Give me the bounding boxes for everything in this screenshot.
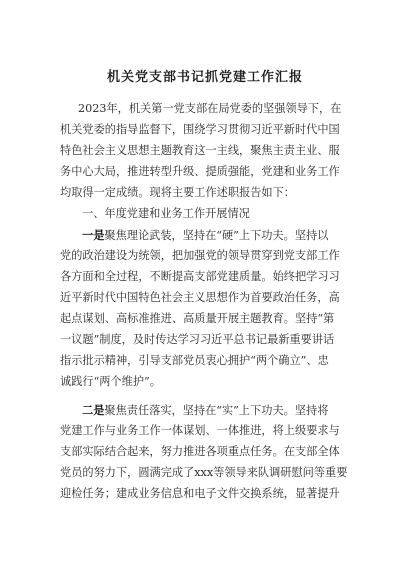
bold-lead: 一是 <box>82 228 105 242</box>
paragraph-line: 特色社会主义思想主题教育这一主线，聚焦主责主业、服 <box>60 144 340 157</box>
paragraph-line: 二是聚焦责任落实，坚持在“实”上下功夫。坚持将 <box>82 403 329 417</box>
paragraph-line: 支部实际结合起来，努力推进各项重点任务。在支部全体 <box>60 445 340 458</box>
paragraph-line: 机关党委的指导监督下，围绕学习贯彻习近平新时代中国 <box>60 123 340 136</box>
paragraph-line: 迎检任务；建成业务信息和电子文件交换系统，显著提升 <box>60 487 340 500</box>
paragraph-line: 起点谋划、高标准推进、高质量开展主题教育。坚持“第 <box>60 312 335 325</box>
paragraph-line: 诚践行“两个维护”。 <box>60 375 161 388</box>
paragraph-line: 党建工作与业务工作一体谋划、一体推进，将上级要求与 <box>60 424 340 437</box>
paragraph-line: 一议题”制度，及时传达学习习近平总书记最新重要讲话 <box>60 333 335 346</box>
paragraph-line: 党的政治建设为统领，把加强党的领导贯穿到党支部工作 <box>60 249 340 262</box>
section-heading: 一、年度党建和业务工作开展情况 <box>82 207 250 220</box>
document-title: 机关党支部书记抓党建工作汇报 <box>106 70 303 85</box>
bold-lead: 二是 <box>82 403 105 417</box>
paragraph-line: 近平新时代中国特色社会主义思想作为首要政治任务，高 <box>60 291 340 304</box>
paragraph-line: 指示批示精神，引导支部党员衷心拥护“两个确立”、忠 <box>60 354 329 367</box>
paragraph-line: 一是聚焦理论武装，坚持在“硬”上下功夫。坚持以 <box>82 228 329 242</box>
paragraph-line: 党员的努力下，圆满完成了xxx等领导来队调研慰问等重要 <box>60 466 348 479</box>
paragraph-line: 均取得一定成绩。现将主要工作述职报告如下： <box>60 186 295 199</box>
paragraph-line: 各方面和全过程，不断提高支部党建质量。始终把学习习 <box>60 270 340 283</box>
paragraph-line: 务中心大局，推进转型升级、提质强能，党建和业务工作 <box>60 165 340 178</box>
paragraph-line: 2023年，机关第一党支部在局党委的坚强领导下，在 <box>78 102 342 115</box>
